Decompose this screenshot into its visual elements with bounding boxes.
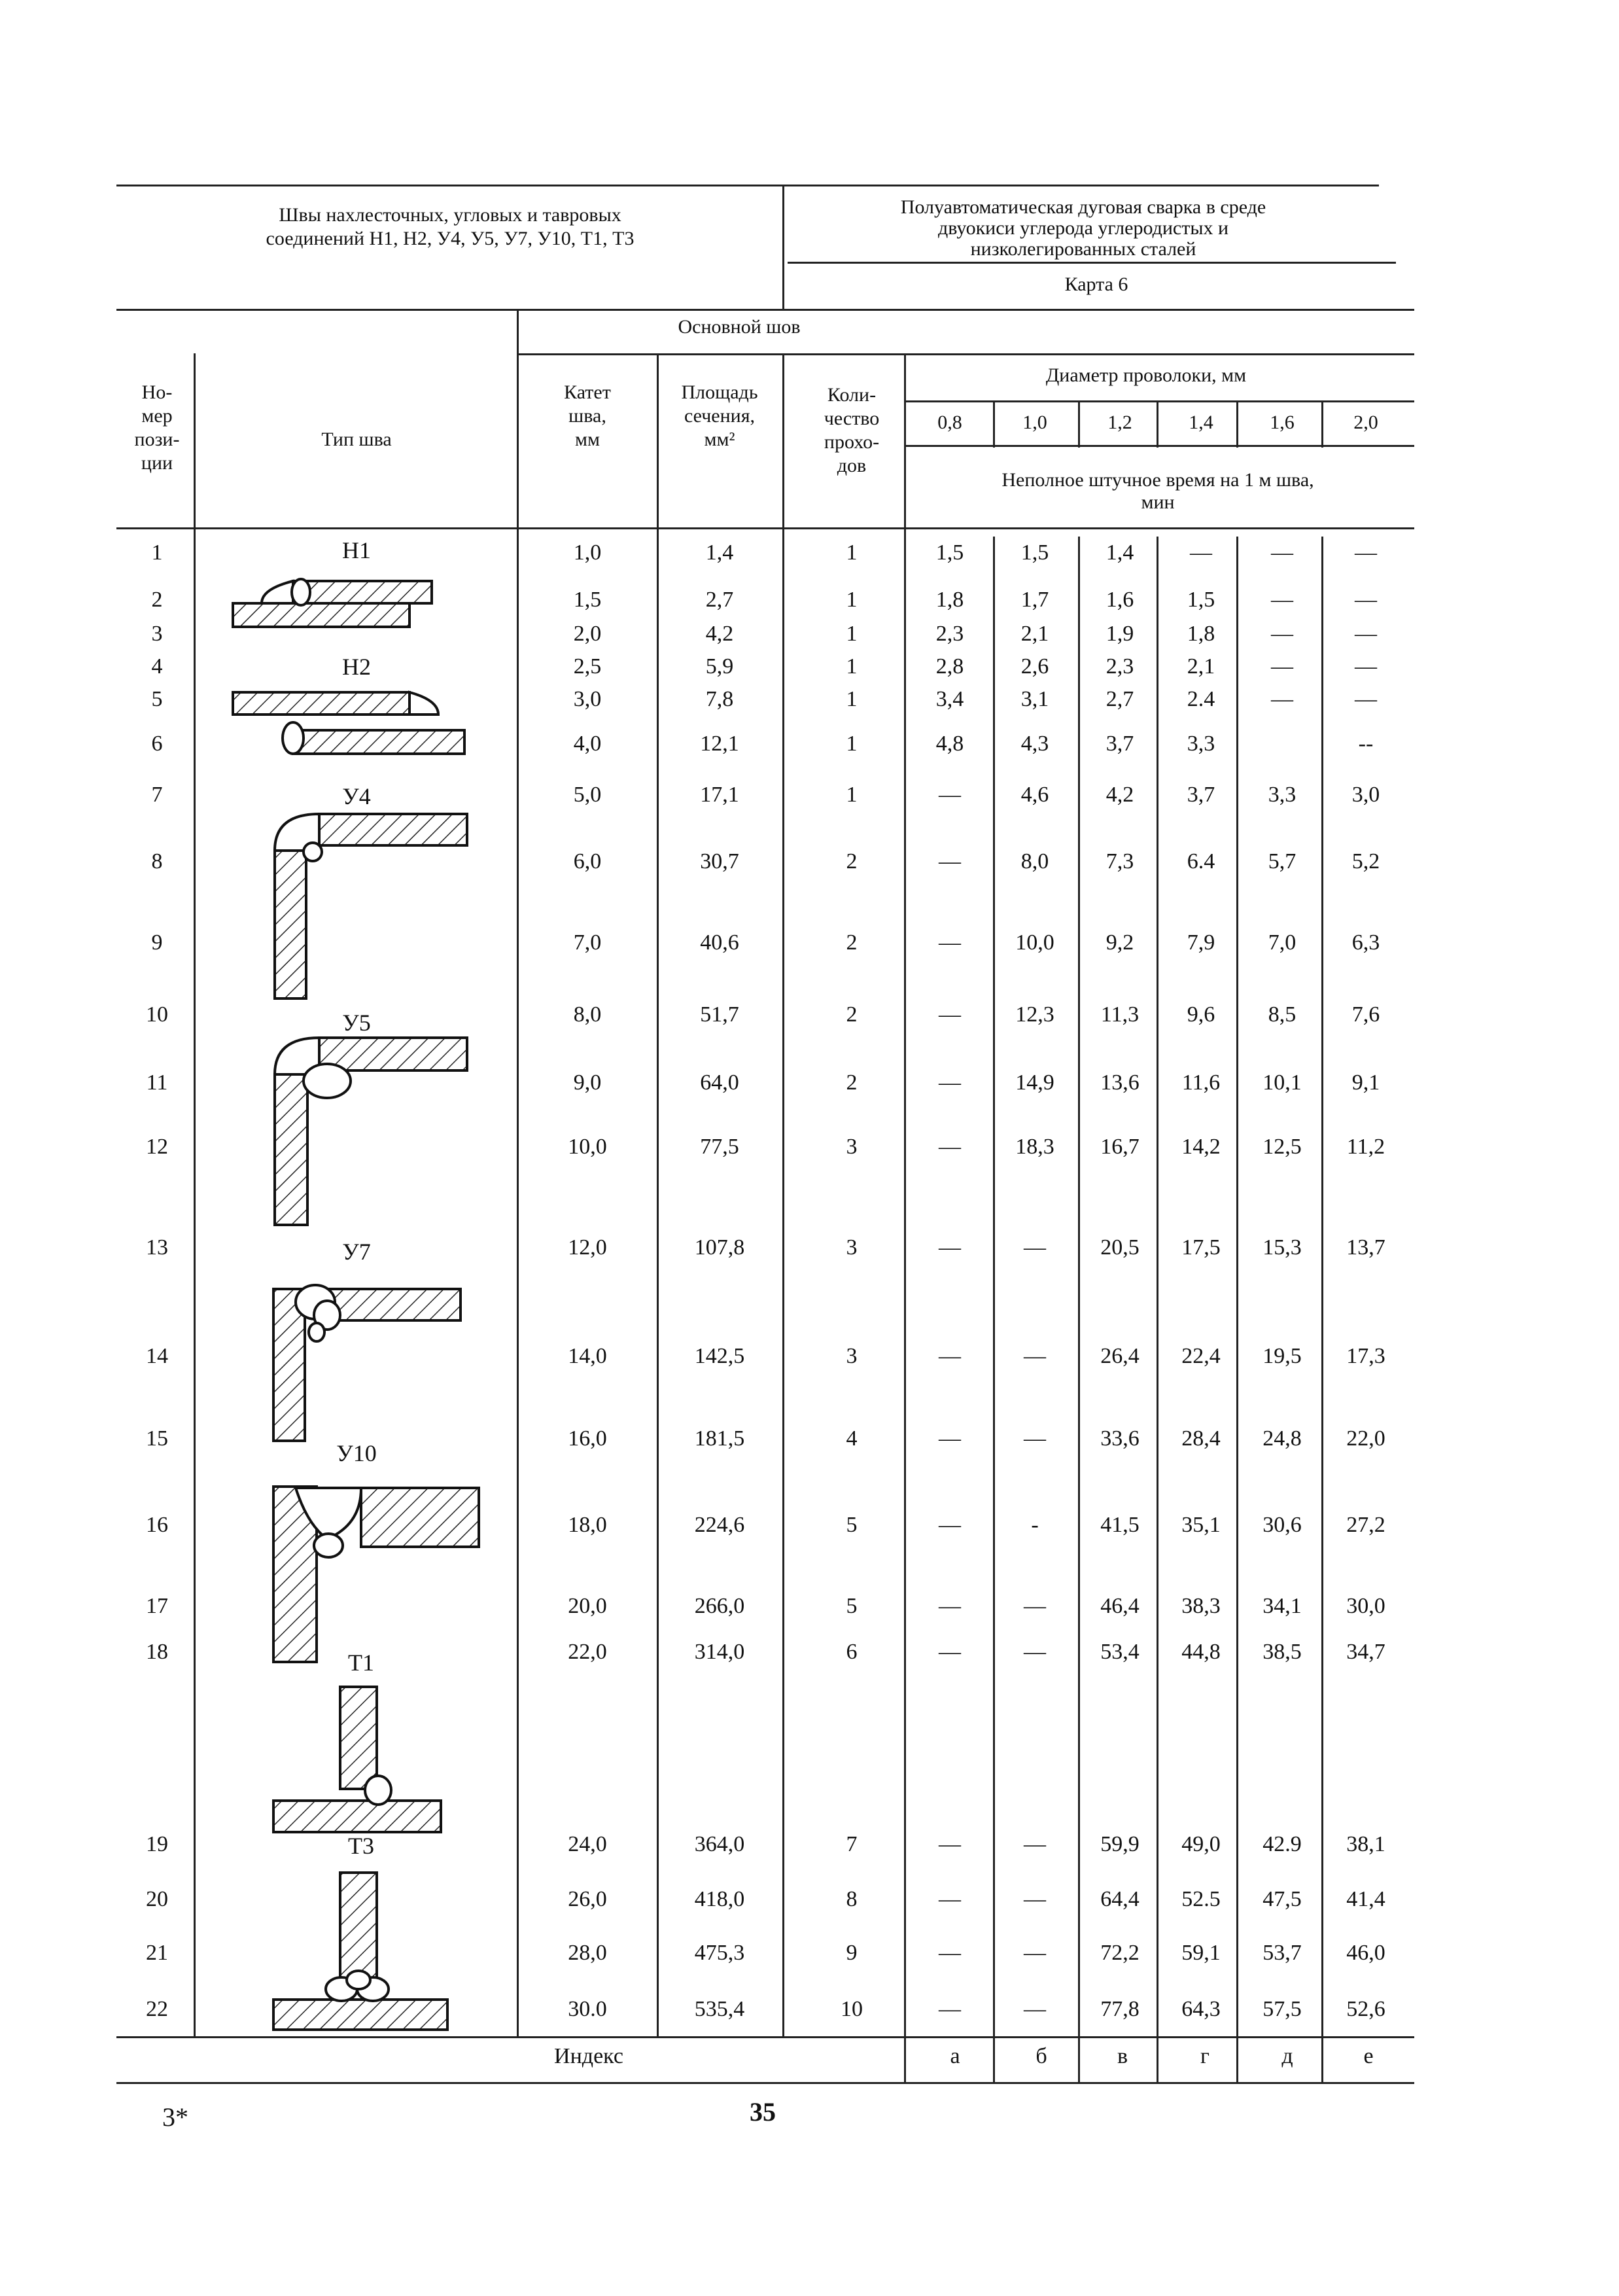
- time-cell-d1: 3,1: [1020, 687, 1049, 711]
- leg-cell: 4,0: [573, 732, 602, 756]
- position-number-cell: 7: [151, 783, 163, 807]
- time-cell-d5: 38,1: [1346, 1832, 1385, 1856]
- time-cell-d0: —: [939, 1640, 961, 1664]
- time-cell-d5: 17,3: [1346, 1344, 1385, 1368]
- leg-cell: 7,0: [573, 930, 602, 955]
- time-cell-d1: —: [1024, 1832, 1046, 1856]
- time-cell-d0: 1,5: [935, 540, 964, 565]
- time-cell-d2: 13,6: [1100, 1070, 1140, 1095]
- area-cell: 181,5: [694, 1426, 745, 1451]
- time-cell-d5: --: [1358, 732, 1374, 756]
- seam-label-h2: Н2: [342, 654, 371, 680]
- leg-cell: 12,0: [568, 1235, 607, 1260]
- index-g: г: [1200, 2044, 1210, 2068]
- position-number-cell: 18: [146, 1640, 168, 1664]
- time-cell-d3: 64,3: [1181, 1997, 1221, 2021]
- u4-joint-icon: [275, 814, 467, 998]
- right-title-line1: Полуавтоматическая дуговая сварка в среде: [900, 196, 1266, 218]
- time-cell-d4: 3,3: [1268, 783, 1297, 807]
- position-number-l1: Но-: [141, 381, 173, 403]
- time-cell-d0: —: [939, 1135, 961, 1159]
- time-cell-d5: 41,4: [1346, 1887, 1385, 1911]
- time-cell-d0: —: [939, 783, 961, 807]
- h2-joint-icon: [233, 692, 464, 754]
- passes-cell: 9: [846, 1941, 858, 1965]
- passes-cell: 1: [846, 654, 858, 679]
- area-cell: 64,0: [700, 1070, 739, 1095]
- time-cell-d1: 4,6: [1020, 783, 1049, 807]
- seam-label-h1: Н1: [342, 537, 371, 563]
- time-cell-d2: 11,3: [1100, 1002, 1140, 1027]
- time-cell-d3: 2,1: [1187, 654, 1215, 679]
- time-cell-d0: —: [939, 849, 961, 874]
- time-cell-d4: 10,1: [1262, 1070, 1302, 1095]
- right-title-line2: двуокиси углерода углеродистых и: [937, 217, 1229, 239]
- area-cell: 4,2: [705, 622, 734, 646]
- leg-cell: 22,0: [568, 1640, 607, 1664]
- area-cell: 418,0: [694, 1887, 745, 1911]
- right-title-line3: низколегированных сталей: [970, 238, 1196, 260]
- time-cell-d3: 6.4: [1187, 849, 1215, 874]
- position-number-cell: 9: [151, 930, 163, 955]
- time-cell-d5: 9,1: [1351, 1070, 1380, 1095]
- position-number-cell: 20: [146, 1887, 168, 1911]
- footer-mark: 3*: [162, 2102, 188, 2132]
- h1-joint-icon: [233, 579, 432, 627]
- time-cell-d3: 7,9: [1187, 930, 1215, 955]
- time-cell-d0: —: [939, 1997, 961, 2021]
- time-cell-d1: 12,3: [1015, 1002, 1054, 1027]
- time-cell-d4: 12,5: [1262, 1135, 1302, 1159]
- time-cell-d4: 42.9: [1262, 1832, 1302, 1856]
- time-cell-d3: 14,2: [1181, 1135, 1221, 1159]
- area-cell: 142,5: [694, 1344, 745, 1368]
- position-number-cell: 22: [146, 1997, 168, 2021]
- time-cell-d3: 28,4: [1181, 1426, 1221, 1451]
- time-cell-d1: —: [1024, 1426, 1046, 1451]
- area-cell: 535,4: [694, 1997, 745, 2021]
- position-number-cell: 2: [151, 588, 163, 612]
- time-cell-d1: —: [1024, 1941, 1046, 1965]
- time-cell-d1: —: [1024, 1344, 1046, 1368]
- passes-cell: 7: [846, 1832, 858, 1856]
- time-cell-d4: 57,5: [1262, 1997, 1302, 2021]
- position-number-cell: 17: [146, 1594, 168, 1618]
- time-cell-d0: —: [939, 1832, 961, 1856]
- page-number: 35: [750, 2097, 776, 2127]
- seam-type-heading: Тип шва: [321, 429, 392, 450]
- time-cell-d3: 1,8: [1187, 622, 1215, 646]
- index-bottom-rule: [116, 2082, 1414, 2084]
- time-cell-d5: 7,6: [1351, 1002, 1380, 1027]
- leg-cell: 16,0: [568, 1426, 607, 1451]
- area-l3: мм²: [704, 429, 735, 450]
- time-cell-d2: 2,3: [1105, 654, 1134, 679]
- diameter-0: 0,8: [937, 412, 962, 433]
- time-cell-d4: 19,5: [1262, 1344, 1302, 1368]
- leg-l3: мм: [575, 429, 600, 450]
- passes-cell: 1: [846, 783, 858, 807]
- leg-cell: 9,0: [573, 1070, 602, 1095]
- diameter-1: 1,0: [1022, 412, 1047, 433]
- passes-cell: 1: [846, 588, 858, 612]
- time-cell-d2: 9,2: [1105, 930, 1134, 955]
- position-number-l3: пози-: [134, 429, 180, 450]
- time-cell-d2: 1,9: [1105, 622, 1134, 646]
- passes-cell: 3: [846, 1235, 858, 1260]
- time-cell-d0: 4,8: [935, 732, 964, 756]
- index-b: б: [1036, 2044, 1047, 2068]
- time-cell-d2: 72,2: [1100, 1941, 1140, 1965]
- time-cell-d4: 8,5: [1268, 1002, 1297, 1027]
- passes-cell: 10: [841, 1997, 863, 2021]
- time-cell-d0: —: [939, 1344, 961, 1368]
- passes-cell: 5: [846, 1513, 858, 1537]
- time-cell-d2: 2,7: [1105, 687, 1134, 711]
- leg-cell: 10,0: [568, 1135, 607, 1159]
- time-cell-d3: 35,1: [1181, 1513, 1221, 1537]
- area-l2: сечения,: [684, 405, 756, 427]
- position-number-cell: 21: [146, 1941, 168, 1965]
- time-cell-d2: 77,8: [1100, 1997, 1140, 2021]
- time-cell-d5: —: [1355, 540, 1377, 565]
- time-cell-d4: 47,5: [1262, 1887, 1302, 1911]
- position-number-cell: 12: [146, 1135, 168, 1159]
- passes-cell: 1: [846, 687, 858, 711]
- index-label: Индекс: [554, 2044, 623, 2068]
- time-cell-d3: 1,5: [1187, 588, 1215, 612]
- area-l1: Площадь: [681, 381, 758, 403]
- time-cell-d3: —: [1190, 540, 1212, 565]
- time-cell-d1: 1,7: [1020, 588, 1049, 612]
- time-cell-d0: —: [939, 1594, 961, 1618]
- u7-joint-icon: [273, 1285, 461, 1441]
- position-number-cell: 16: [146, 1513, 168, 1537]
- index-e: е: [1363, 2044, 1374, 2068]
- time-cell-d3: 9,6: [1187, 1002, 1215, 1027]
- time-cell-d5: 22,0: [1346, 1426, 1385, 1451]
- passes-cell: 3: [846, 1135, 858, 1159]
- time-cell-d5: 6,3: [1351, 930, 1380, 955]
- leg-cell: 1,5: [573, 588, 602, 612]
- left-title-line2: соединений Н1, Н2, У4, У5, У7, У10, Т1, Т3: [266, 228, 635, 249]
- time-cell-d0: 3,4: [935, 687, 964, 711]
- area-cell: 1,4: [705, 540, 734, 565]
- passes-cell: 4: [846, 1426, 858, 1451]
- main-seam-heading: Основной шов: [678, 316, 801, 338]
- time-cell-d0: —: [939, 1887, 961, 1911]
- leg-cell: 30.0: [568, 1997, 607, 2021]
- time-label-line2: мин: [1141, 491, 1175, 513]
- diameter-3: 1,4: [1189, 412, 1213, 433]
- time-cell-d5: —: [1355, 622, 1377, 646]
- time-cell-d5: —: [1355, 588, 1377, 612]
- leg-l2: шва,: [568, 405, 606, 427]
- time-cell-d3: 17,5: [1181, 1235, 1221, 1260]
- time-cell-d0: —: [939, 1426, 961, 1451]
- time-cell-d1: —: [1024, 1594, 1046, 1618]
- time-cell-d3: 59,1: [1181, 1941, 1221, 1965]
- time-cell-d5: 34,7: [1346, 1640, 1385, 1664]
- time-cell-d2: 16,7: [1100, 1135, 1140, 1159]
- position-number-cell: 19: [146, 1832, 168, 1856]
- position-number-cell: 4: [151, 654, 163, 679]
- position-number-cell: 13: [146, 1235, 168, 1260]
- leg-cell: 3,0: [573, 687, 602, 711]
- time-cell-d3: 3,3: [1187, 732, 1215, 756]
- time-cell-d1: 2,6: [1020, 654, 1049, 679]
- area-cell: 5,9: [705, 654, 734, 679]
- seam-label-t3: Т3: [348, 1833, 374, 1859]
- time-cell-d3: 22,4: [1181, 1344, 1221, 1368]
- time-cell-d5: 27,2: [1346, 1513, 1385, 1537]
- position-number-cell: 10: [146, 1002, 168, 1027]
- time-cell-d5: 13,7: [1346, 1235, 1385, 1260]
- time-cell-d0: 1,8: [935, 588, 964, 612]
- time-cell-d3: 2.4: [1187, 687, 1215, 711]
- time-cell-d0: 2,3: [935, 622, 964, 646]
- time-cell-d3: 52.5: [1181, 1887, 1221, 1911]
- u10-joint-icon: [273, 1487, 479, 1662]
- time-cell-d5: —: [1355, 654, 1377, 679]
- seam-label-t1: Т1: [348, 1650, 374, 1676]
- time-cell-d1: 14,9: [1015, 1070, 1054, 1095]
- time-cell-d1: —: [1024, 1235, 1046, 1260]
- passes-cell: 3: [846, 1344, 858, 1368]
- time-cell-d1: 8,0: [1020, 849, 1049, 874]
- index-v: в: [1117, 2044, 1128, 2068]
- u5-joint-icon: [275, 1038, 467, 1225]
- position-number-cell: 3: [151, 622, 163, 646]
- leg-cell: 8,0: [573, 1002, 602, 1027]
- passes-cell: 5: [846, 1594, 858, 1618]
- passes-cell: 1: [846, 622, 858, 646]
- area-cell: 40,6: [700, 930, 739, 955]
- area-cell: 314,0: [694, 1640, 745, 1664]
- passes-l4: дов: [837, 455, 867, 476]
- t3-joint-icon: [273, 1873, 447, 2030]
- time-cell-d3: 38,3: [1181, 1594, 1221, 1618]
- time-cell-d2: 1,4: [1105, 540, 1134, 565]
- time-cell-d5: 3,0: [1351, 783, 1380, 807]
- time-cell-d4: 7,0: [1268, 930, 1297, 955]
- time-cell-d2: 33,6: [1100, 1426, 1140, 1451]
- time-cell-d2: 59,9: [1100, 1832, 1140, 1856]
- passes-l1: Коли-: [827, 384, 877, 406]
- time-cell-d2: 4,2: [1105, 783, 1134, 807]
- time-cell-d1: -: [1031, 1513, 1039, 1537]
- time-cell-d3: 49,0: [1181, 1832, 1221, 1856]
- leg-cell: 6,0: [573, 849, 602, 874]
- diameter-2: 1,2: [1107, 412, 1132, 433]
- area-cell: 475,3: [694, 1941, 745, 1965]
- time-cell-d0: —: [939, 930, 961, 955]
- leg-cell: 14,0: [568, 1344, 607, 1368]
- time-cell-d4: —: [1271, 540, 1293, 565]
- time-cell-d5: 46,0: [1346, 1941, 1385, 1965]
- time-cell-d3: 11,6: [1181, 1070, 1221, 1095]
- time-cell-d5: 30,0: [1346, 1594, 1385, 1618]
- time-cell-d2: 41,5: [1100, 1513, 1140, 1537]
- area-cell: 30,7: [700, 849, 739, 874]
- passes-cell: 2: [846, 930, 858, 955]
- position-number-cell: 1: [151, 540, 163, 565]
- area-cell: 364,0: [694, 1832, 745, 1856]
- time-cell-d1: 18,3: [1015, 1135, 1054, 1159]
- time-cell-d4: —: [1271, 622, 1293, 646]
- diameter-4: 1,6: [1270, 412, 1295, 433]
- leg-cell: 28,0: [568, 1941, 607, 1965]
- leg-cell: 2,0: [573, 622, 602, 646]
- passes-l2: чество: [824, 408, 880, 429]
- leg-cell: 18,0: [568, 1513, 607, 1537]
- diameter-5: 2,0: [1353, 412, 1378, 433]
- time-cell-d4: —: [1271, 588, 1293, 612]
- time-cell-d4: —: [1271, 654, 1293, 679]
- index-d: д: [1281, 2044, 1293, 2068]
- seam-label-u5: У5: [342, 1010, 371, 1036]
- time-cell-d1: 4,3: [1020, 732, 1049, 756]
- leg-cell: 2,5: [573, 654, 602, 679]
- time-cell-d1: 2,1: [1020, 622, 1049, 646]
- time-cell-d0: —: [939, 1235, 961, 1260]
- time-label-line1: Неполное штучное время на 1 м шва,: [1001, 469, 1314, 491]
- time-cell-d4: 30,6: [1262, 1513, 1302, 1537]
- time-cell-d4: 38,5: [1262, 1640, 1302, 1664]
- time-cell-d4: 5,7: [1268, 849, 1297, 874]
- time-cell-d1: —: [1024, 1640, 1046, 1664]
- passes-cell: 8: [846, 1887, 858, 1911]
- position-number-cell: 15: [146, 1426, 168, 1451]
- leg-cell: 24,0: [568, 1832, 607, 1856]
- index-a: а: [950, 2044, 960, 2068]
- seam-label-u4: У4: [342, 783, 371, 809]
- position-number-l4: ции: [141, 452, 173, 474]
- time-cell-d1: —: [1024, 1997, 1046, 2021]
- passes-cell: 6: [846, 1640, 858, 1664]
- time-cell-d1: 1,5: [1020, 540, 1049, 565]
- time-cell-d4: —: [1271, 687, 1293, 711]
- time-cell-d5: 52,6: [1346, 1997, 1385, 2021]
- time-cell-d1: 10,0: [1015, 930, 1054, 955]
- position-number-cell: 5: [151, 687, 163, 711]
- time-cell-d2: 46,4: [1100, 1594, 1140, 1618]
- time-cell-d4: 15,3: [1262, 1235, 1302, 1260]
- time-cell-d3: 44,8: [1181, 1640, 1221, 1664]
- time-cell-d0: 2,8: [935, 654, 964, 679]
- area-cell: 266,0: [694, 1594, 745, 1618]
- area-cell: 7,8: [705, 687, 734, 711]
- time-cell-d2: 64,4: [1100, 1887, 1140, 1911]
- passes-cell: 1: [846, 540, 858, 565]
- position-number-cell: 6: [151, 732, 163, 756]
- card-label: Карта 6: [1064, 274, 1128, 295]
- time-cell-d0: —: [939, 1070, 961, 1095]
- time-cell-d5: —: [1355, 687, 1377, 711]
- passes-l3: прохо-: [824, 431, 880, 453]
- leg-cell: 20,0: [568, 1594, 607, 1618]
- area-cell: 12,1: [700, 732, 739, 756]
- area-cell: 2,7: [705, 588, 734, 612]
- passes-cell: 1: [846, 732, 858, 756]
- time-cell-d0: —: [939, 1513, 961, 1537]
- area-cell: 17,1: [700, 783, 739, 807]
- position-number-l2: мер: [141, 405, 173, 427]
- t1-joint-icon: [273, 1687, 441, 1832]
- seam-label-u7: У7: [342, 1239, 371, 1265]
- position-number-cell: 14: [146, 1344, 168, 1368]
- area-cell: 77,5: [700, 1135, 739, 1159]
- seam-label-u10: У10: [336, 1440, 377, 1466]
- leg-l1: Катет: [564, 381, 611, 403]
- time-cell-d3: 3,7: [1187, 783, 1215, 807]
- time-cell-d2: 1,6: [1105, 588, 1134, 612]
- leg-cell: 1,0: [573, 540, 602, 565]
- position-number-cell: 8: [151, 849, 163, 874]
- left-title-line1: Швы нахлесточных, угловых и тавровых: [279, 204, 621, 226]
- area-cell: 224,6: [694, 1513, 745, 1537]
- time-cell-d2: 7,3: [1105, 849, 1134, 874]
- time-cell-d5: 5,2: [1351, 849, 1380, 874]
- passes-cell: 2: [846, 1070, 858, 1095]
- passes-cell: 2: [846, 1002, 858, 1027]
- leg-cell: 26,0: [568, 1887, 607, 1911]
- time-cell-d4: 24,8: [1262, 1426, 1302, 1451]
- index-top-rule: [116, 2036, 1414, 2038]
- time-cell-d4: 34,1: [1262, 1594, 1302, 1618]
- passes-cell: 2: [846, 849, 858, 874]
- area-cell: 107,8: [694, 1235, 745, 1260]
- time-cell-d5: 11,2: [1346, 1135, 1385, 1159]
- leg-cell: 5,0: [573, 783, 602, 807]
- time-cell-d2: 20,5: [1100, 1235, 1140, 1260]
- time-cell-d0: —: [939, 1002, 961, 1027]
- time-cell-d1: —: [1024, 1887, 1046, 1911]
- wire-diameter-heading: Диаметр проволоки, мм: [1045, 364, 1247, 386]
- time-cell-d2: 53,4: [1100, 1640, 1140, 1664]
- time-cell-d2: 3,7: [1105, 732, 1134, 756]
- area-cell: 51,7: [700, 1002, 739, 1027]
- time-cell-d4: 53,7: [1262, 1941, 1302, 1965]
- time-cell-d2: 26,4: [1100, 1344, 1140, 1368]
- position-number-cell: 11: [146, 1070, 168, 1095]
- time-cell-d0: —: [939, 1941, 961, 1965]
